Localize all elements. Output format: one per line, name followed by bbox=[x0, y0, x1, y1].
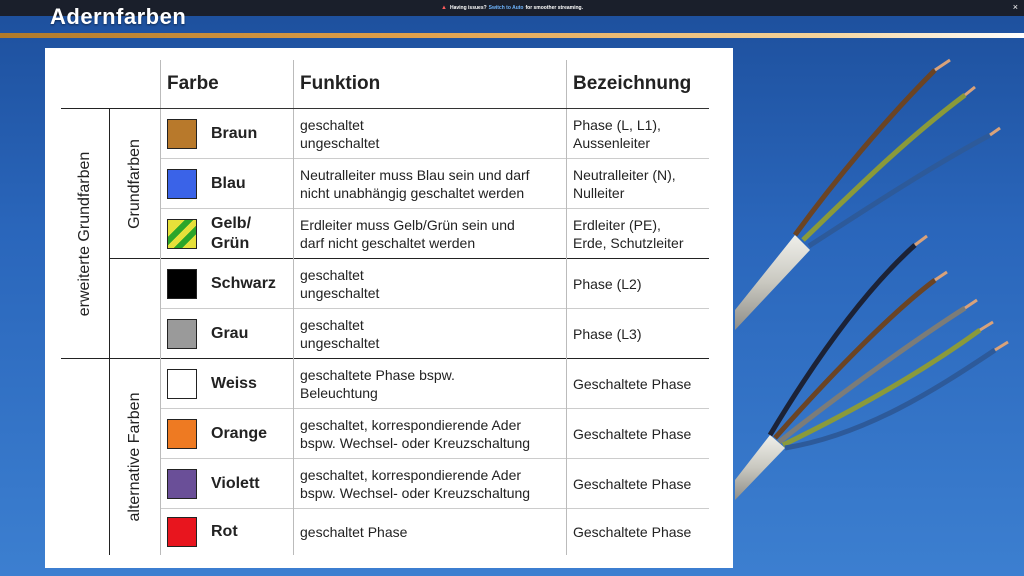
group-label-alternative bbox=[110, 359, 161, 555]
color-table bbox=[61, 60, 709, 555]
color-cell bbox=[161, 259, 294, 309]
designation-line: Geschaltete Phase bbox=[573, 425, 692, 442]
designation-cell bbox=[567, 309, 710, 359]
designation-cell bbox=[567, 509, 710, 555]
function-line: nicht unabhängig geschaltet werden bbox=[300, 184, 525, 201]
function-cell bbox=[294, 359, 567, 409]
function-line: Neutralleiter muss Blau sein und darf bbox=[300, 166, 530, 183]
color-name: Braun bbox=[211, 124, 258, 142]
function-line: Beleuchtung bbox=[300, 384, 378, 401]
function-line: geschaltet bbox=[300, 316, 364, 333]
designation-cell bbox=[567, 359, 710, 409]
function-line: bspw. Wechsel- oder Kreuzschaltung bbox=[300, 484, 531, 501]
function-cell bbox=[294, 259, 567, 309]
cable-illustration bbox=[735, 40, 1024, 576]
function-line: geschaltet bbox=[300, 266, 364, 283]
designation-line: Erde, Schutzleiter bbox=[573, 234, 684, 251]
designation-cell bbox=[567, 409, 710, 459]
color-cell bbox=[161, 359, 294, 409]
function-cell bbox=[294, 159, 567, 209]
banner-message: Having issues? bbox=[449, 5, 487, 11]
group-label-text: erweiterte Grundfarben bbox=[76, 151, 93, 316]
color-swatch bbox=[167, 319, 197, 349]
designation-cell bbox=[567, 159, 710, 209]
color-cell bbox=[161, 409, 294, 459]
color-cell bbox=[161, 159, 294, 209]
designation-cell bbox=[567, 259, 710, 309]
function-cell bbox=[294, 409, 567, 459]
designation-cell bbox=[567, 109, 710, 159]
designation-line: Neutralleiter (N), bbox=[573, 166, 676, 183]
color-name: Schwarz bbox=[211, 274, 276, 292]
group-label-erweiterte bbox=[61, 109, 110, 359]
designation-cell bbox=[567, 459, 710, 509]
color-swatch bbox=[167, 219, 197, 249]
function-line: bspw. Wechsel- oder Kreuzschaltung bbox=[300, 434, 531, 451]
banner-suffix: for smoother streaming. bbox=[525, 5, 583, 11]
table-row bbox=[61, 109, 709, 159]
function-cell bbox=[294, 459, 567, 509]
designation-line: Nulleiter bbox=[573, 184, 625, 201]
function-cell bbox=[294, 109, 567, 159]
designation-line: Geschaltete Phase bbox=[573, 523, 692, 540]
designation-line: Geschaltete Phase bbox=[573, 475, 692, 492]
color-swatch bbox=[167, 369, 197, 399]
color-swatch bbox=[167, 469, 197, 499]
color-swatch bbox=[167, 517, 197, 547]
function-line: ungeschaltet bbox=[300, 334, 380, 351]
slide-title: Adernfarben bbox=[50, 4, 187, 28]
color-name: Blau bbox=[211, 174, 246, 192]
switch-to-auto-link[interactable]: Switch to Auto bbox=[488, 5, 524, 11]
close-icon[interactable]: × bbox=[1012, 2, 1018, 12]
function-cell bbox=[294, 509, 567, 555]
designation-line: Geschaltete Phase bbox=[573, 375, 692, 392]
header-farbe: Farbe bbox=[161, 60, 294, 109]
table-row bbox=[61, 359, 709, 409]
title-underline bbox=[0, 33, 1024, 38]
warning-icon: ▲ bbox=[441, 5, 447, 11]
designation-cell bbox=[567, 209, 710, 259]
designation-line: Phase (L, L1), bbox=[573, 116, 661, 133]
group-spacer bbox=[110, 259, 161, 359]
group-label-text: alternative Farben bbox=[126, 392, 143, 522]
designation-line: Phase (L2) bbox=[573, 275, 642, 292]
function-line: geschaltet Phase bbox=[300, 523, 408, 540]
color-cell bbox=[161, 509, 294, 555]
header-funktion: Funktion bbox=[294, 60, 567, 109]
color-cell bbox=[161, 109, 294, 159]
color-swatch bbox=[167, 119, 197, 149]
function-cell bbox=[294, 309, 567, 359]
group-label-text: Grundfarben bbox=[126, 138, 143, 229]
designation-line: Erdleiter (PE), bbox=[573, 216, 661, 233]
color-cell bbox=[161, 209, 294, 259]
color-name: Gelb/ Grün bbox=[211, 214, 252, 252]
color-swatch bbox=[167, 269, 197, 299]
function-line: geschaltet, korrespondierende Ader bbox=[300, 416, 522, 433]
color-swatch bbox=[167, 419, 197, 449]
function-line: geschaltete Phase bspw. bbox=[300, 366, 455, 383]
function-line: ungeschaltet bbox=[300, 134, 380, 151]
designation-line: Aussenleiter bbox=[573, 134, 651, 151]
function-line: Erdleiter muss Gelb/Grün sein und bbox=[300, 216, 515, 233]
function-line: darf nicht geschaltet werden bbox=[300, 234, 476, 251]
empty-corner-2 bbox=[110, 60, 161, 109]
color-cell bbox=[161, 459, 294, 509]
table-row bbox=[61, 259, 709, 309]
function-line: ungeschaltet bbox=[300, 284, 380, 301]
table-panel bbox=[45, 48, 733, 568]
color-name: Grau bbox=[211, 324, 249, 342]
group-label-grundfarben bbox=[110, 109, 161, 259]
color-name: Violett bbox=[211, 474, 260, 492]
header-bezeichnung: Bezeichnung bbox=[567, 60, 710, 109]
designation-line: Phase (L3) bbox=[573, 325, 642, 342]
color-name: Weiss bbox=[211, 374, 257, 392]
empty-corner bbox=[61, 60, 110, 109]
function-line: geschaltet, korrespondierende Ader bbox=[300, 466, 522, 483]
color-name: Rot bbox=[211, 522, 238, 540]
function-cell bbox=[294, 209, 567, 259]
group-spacer bbox=[61, 359, 110, 555]
function-line: geschaltet bbox=[300, 116, 364, 133]
color-name: Orange bbox=[211, 424, 268, 442]
color-cell bbox=[161, 309, 294, 359]
color-swatch bbox=[167, 169, 197, 199]
